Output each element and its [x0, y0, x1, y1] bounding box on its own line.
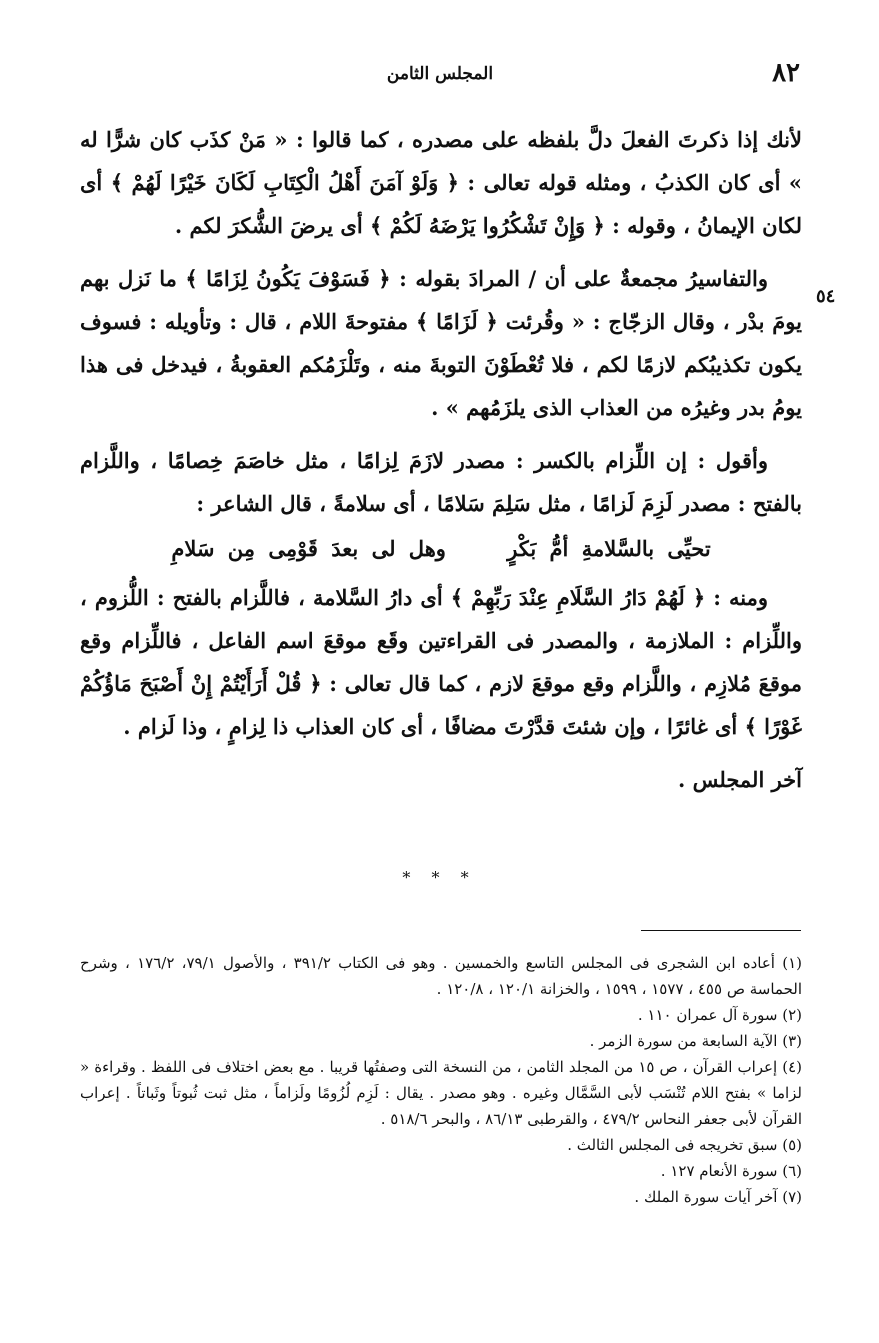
poetry-verse [80, 527, 802, 570]
footnote-3: (٣) الآية السابعة من سورة الزمر . [589, 1032, 802, 1050]
footnote-6: (٦) سورة الأنعام ١٢٧ . [660, 1162, 802, 1180]
paragraph-3: وأقول : إن اللِّزام بالكسر : مصدر لازَمَ لِزامًا ، مثل خاصَمَ خِصامًا ، واللَّزام بالفتح : مصدر لَزِمَ لَزامًا ، مثل سَلِمَ سَلامًا ، أى سلامةً ، قال الشاعر : [80, 448, 802, 516]
footnote-divider [641, 930, 801, 931]
verse-second-hemistich: وهل لى بعدَ قَوْمِى مِن سَلامِ [171, 536, 446, 561]
main-text [80, 118, 802, 811]
verse-first-hemistich: تحيِّى بالسَّلامةِ أمُّ بَكْرٍ [507, 536, 711, 561]
margin-page-reference: ٥٤ [816, 286, 836, 307]
paragraph-2: والتفاسيرُ مجمعةٌ على أن / المرادَ بقوله : ﴿ فَسَوْفَ يَكُونُ لِزَامًا ﴾ ما نَزل بهم يومَ بدْر ، وقال الزجّاج : « وقُرئت ﴿ لَزَامًا ﴾ مفتوحةَ اللام ، قال : وتأويله : فسوف يكون تكذيبُكم لازمًا لكم ، فلا تُعْطَوْنَ التوبةَ منه ، وتَلْزَمُكم العقوبةُ ، فيدخل فى هذا يومُ بدر وغيرُه من العذاب الذى يلزَمُهم » . [80, 266, 802, 420]
page-header [80, 58, 800, 94]
paragraph-1: لأنك إذا ذكرتَ الفعلَ دلَّ بلفظه على مصدره ، كما قالوا : « مَنْ كذَب كان شرًّا له » أى كان الكذبُ ، ومثله قوله تعالى : ﴿ وَلَوْ آمَنَ أَهْلُ الْكِتَابِ لَكَانَ خَيْرًا لَهُمْ ﴾ أى لكان الإيمانُ ، وقوله : ﴿ وَإِنْ تَشْكُرُوا يَرْضَهُ لَكُمْ ﴾ أى يرضَ الشُّكرَ لكم . [80, 127, 802, 238]
section-separator: * * * [402, 868, 477, 887]
footnote-7: (٧) آخر آيات سورة الملك . [634, 1188, 802, 1206]
closing-line: آخر المجلس . [678, 767, 802, 792]
footnote-4: (٤) إعراب القرآن ، ص ١٥ من المجلد الثامن ، من النسخة التى وصفتُها قريبا . مع بعض اختلاف فى اللفظ . وقراءة « لزاما » بفتح اللام تُنْسَب لأبى السَّمَّال وغيره . وهو مصدر . يقال : لَزِم لُزُومًا ولَزاماً ، مثل ثبت ثُبوتاً وثَباتاً . إعراب القرآن لأبى جعفر النحاس ٤٧٩/٢ ، والقرطبى ٨٦/١٣ ، والبحر ٥١٨/٦ . [80, 1058, 802, 1128]
page-number: ٨٢ [772, 58, 800, 88]
footnotes [80, 950, 802, 1210]
footnote-1: (١) أعاده ابن الشجرى فى المجلس التاسع والخمسين . وهو فى الكتاب ٣٩١/٢ ، والأصول ٧٩/١، ١٧٦/٢ ، وشرح الحماسة ص ٤٥٥ ، ١٥٧٧ ، ١٥٩٩ ، والخزانة ١٢٠/١ ، ١٢٠/٨ . [80, 954, 802, 998]
footnote-5: (٥) سبق تخريجه فى المجلس الثالث . [567, 1136, 802, 1154]
footnote-2: (٢) سورة آل عمران ١١٠ . [637, 1006, 802, 1024]
running-title: المجلس الثامن [386, 64, 494, 84]
paragraph-4: ومنه : ﴿ لَهُمْ دَارُ السَّلَامِ عِنْدَ رَبِّهِمْ ﴾ أى دارُ السَّلامة ، فاللَّزام بالفتح : اللُّزوم ، واللِّزام : الملازمة ، والمصدر فى القراءتين وقَع موقعَ اسم الفاعل ، فاللِّزام وقع موقعَ مُلازِم ، واللَّزام وقع موقعَ لازم ، كما قال تعالى : ﴿ قُلْ أَرَأَيْتُمْ إِنْ أَصْبَحَ مَاؤُكُمْ غَوْرًا ﴾ أى غائرًا ، وإن شئتَ قدَّرْتَ مضافًا ، أى كان العذاب ذا لِزامٍ ، وذا لَزام . [80, 585, 802, 739]
